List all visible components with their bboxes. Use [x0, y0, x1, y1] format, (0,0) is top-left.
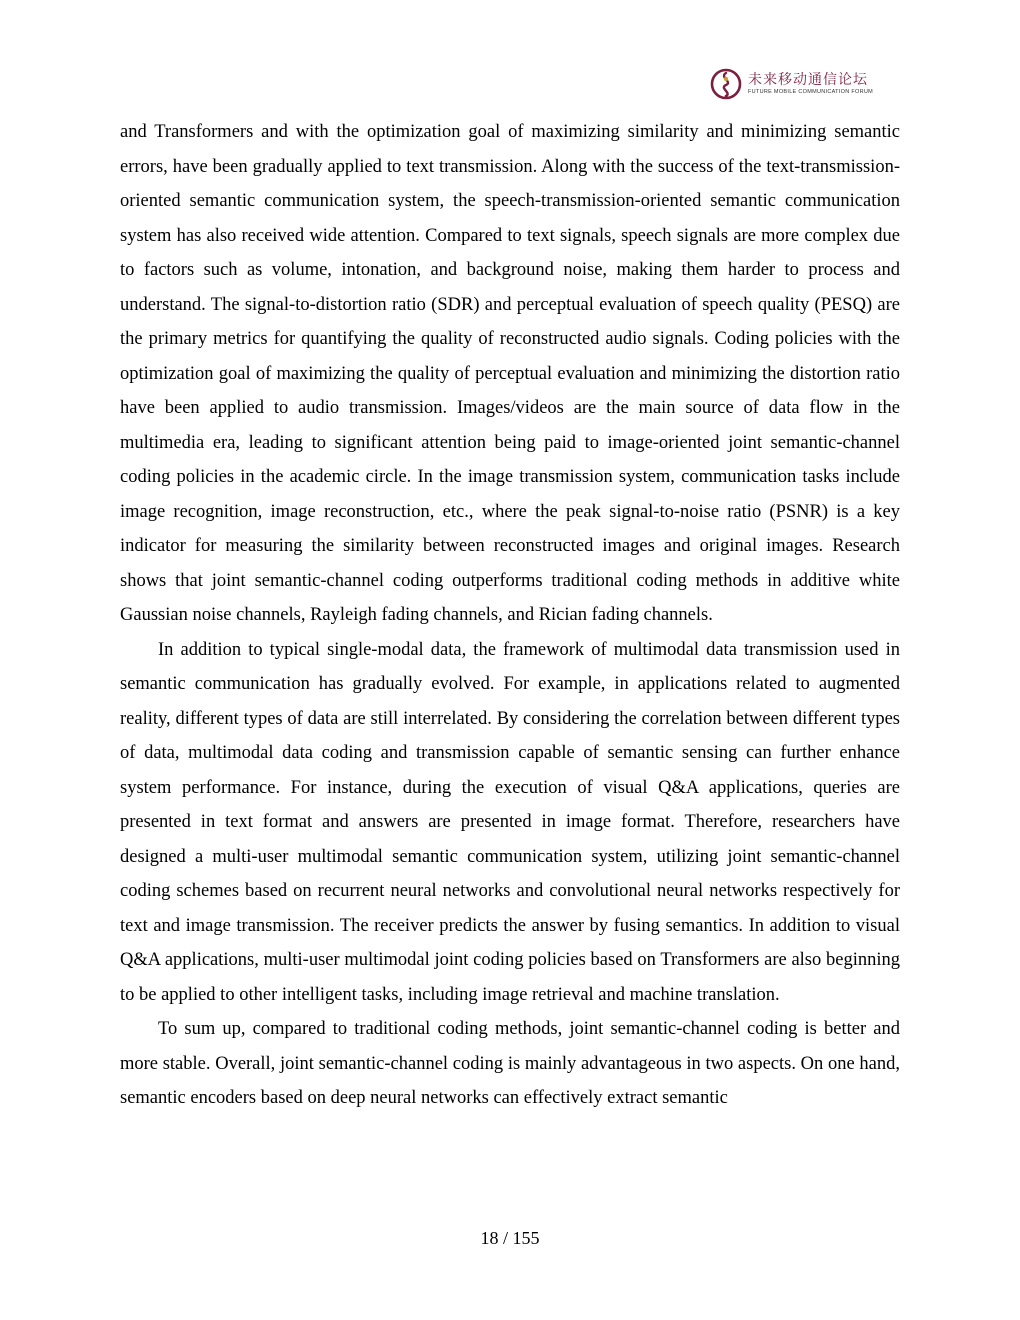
logo-text [748, 73, 873, 96]
logo-english-name: FUTURE MOBILE COMMUNICATION FORUM [748, 88, 873, 95]
document-body [120, 115, 900, 1116]
forum-logo [710, 68, 873, 100]
paragraph-1: and Transformers and with the optimization goal of maximizing similarity and minimizing semantic errors, have been gradually applied to text transmission. Along with the success of the text-transmission-oriented semantic communication system, the speech-transmission-oriented semantic communication system has also received wide attention. Compared to text signals, speech signals are more complex due to factors such as volume, intonation, and background noise, making them harder to process and understand. The signal-to-distortion ratio (SDR) and perceptual evaluation of speech quality (PESQ) are the primary metrics for quantifying the quality of reconstructed audio signals. Coding policies with the optimization goal of maximizing the quality of perceptual evaluation and minimizing the distortion ratio have been applied to audio transmission. Images/videos are the main source of data flow in the multimedia era, leading to significant attention being paid to image-oriented joint semantic-channel coding policies in the academic circle. In the image transmission system, communication tasks include image recognition, image reconstruction, etc., where the peak signal-to-noise ratio (PSNR) is a key indicator for measuring the similarity between reconstructed images and original images. Research shows that joint semantic-channel coding outperforms traditional coding methods in additive white Gaussian noise channels, Rayleigh fading channels, and Rician fading channels. [120, 122, 900, 625]
page-number: 18 / 155 [480, 1228, 540, 1248]
forum-logo-icon [710, 68, 742, 100]
paragraph-2: In addition to typical single-modal data, the framework of multimodal data transmission used in semantic communication has gradually evolved. For example, in applications related to augmented reality, different types of data are still interrelated. By considering the correlation between different types of data, multimodal data coding and transmission capable of semantic sensing can further enhance system performance. For instance, during the execution of visual Q&A applications, queries are presented in text format and answers are presented in image format. Therefore, researchers have designed a multi-user multimodal semantic communication system, utilizing joint semantic-channel coding schemes based on recurrent neural networks and convolutional neural networks respectively for text and image transmission. The receiver predicts the answer by fusing semantics. In addition to visual Q&A applications, multi-user multimodal joint coding policies based on Transformers are also beginning to be applied to other intelligent tasks, including image retrieval and machine translation. [120, 639, 900, 1005]
paragraph-3: To sum up, compared to traditional coding methods, joint semantic-channel coding is better and more stable. Overall, joint semantic-channel coding is mainly advantageous in two aspects. On one hand, semantic encoders based on deep neural networks can effectively extract semantic [120, 1019, 900, 1108]
logo-chinese-name: 未来移动通信论坛 [748, 71, 868, 88]
